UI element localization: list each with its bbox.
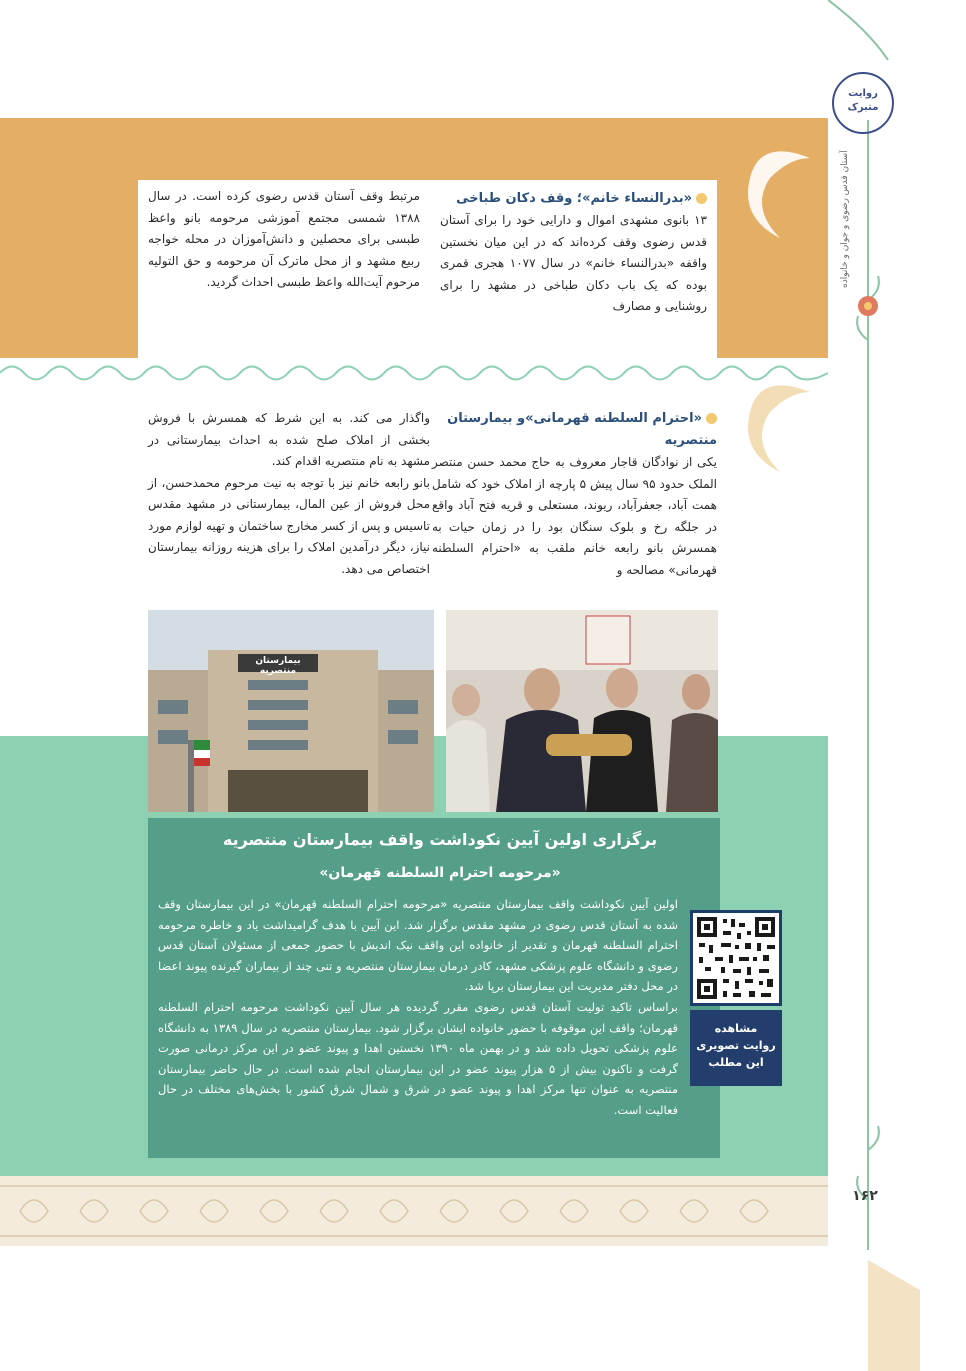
feature-body: [158, 894, 678, 1121]
ceremony-illustration: [446, 610, 718, 812]
feature-paragraph-1: اولین آیین نکوداشت واقف بیمارستان منتصریه «مرحومه احترام السلطنه قهرمان» در این بیمارستان وقف شده به آستان قدس رضوی در مشهد مقدس برگزار شد. این آیین با هدف گرامیداشت یاد و خاطره مرحومه احترام السلطنه قهرمان و تقدیر از خانواده این واقف نیک اندیش با حضور جمعی از مسئولان آستان قدس رضوی و دانشگاه علوم پزشکی مشهد، کادر درمان بیمارستان منتصریه و تنی چند از بیماران گیرنده پیوند اعضا در محل دفتر مدیریت این بیمارستان برپا شد.: [158, 897, 678, 994]
feature-headline: برگزاری اولین آیین نکوداشت واقف بیمارستان منتصریه: [222, 830, 658, 849]
running-title: [840, 150, 860, 350]
feature-paragraph-2: براساس تاکید تولیت آستان قدس رضوی مقرر گردیده هر سال آیین نکوداشت مرحومه احترام السلطنه قهرمان؛ واقف این موقوفه با حضور خانواده ایشان برگزار شود. بیمارستان منتصریه در سال ۱۳۸۹ به دانشگاه علوم پزشکی تحویل داده شد و در بهمن ماه ۱۳۹۰ نخستین اهدا و پیوند عضو در این مرکز درمانی صورت گرفت و تاکنون بیش از ۵ هزار پیوند عضو در این بیمارستان انجام شده است. در حال حاضر بیمارستان منتصریه به عنوان تنها مرکز اهدا و پیوند عضو در شرق و شمال شرق کشور با بخش‌های مختلف در حال فعالیت است.: [158, 999, 678, 1117]
building-illustration: [148, 610, 434, 812]
section2-heading: [432, 408, 717, 452]
running-title-text: آستان قدس رضوی و جوان و خانواده: [840, 150, 850, 288]
qr-code[interactable]: [690, 910, 782, 1006]
ornament-divider-strip: [0, 358, 828, 388]
section1-heading-text: «بدرالنساء خانم»؛ وقف دکان طباخی: [456, 191, 692, 206]
section2-right-column: [432, 408, 717, 581]
bottom-ornament-band: [0, 1176, 828, 1246]
qr-caption[interactable]: [690, 1010, 782, 1086]
ceremony-photo: [446, 610, 718, 812]
qr-caption-line-2: روایت تصویری: [696, 1039, 776, 1052]
feature-subheadline: «مرحومه احترام السلطنه قهرمان»: [319, 865, 561, 881]
page-number: ۱۶۲: [852, 1188, 878, 1204]
qr-code-icon: [693, 913, 779, 1003]
logo-seal: [832, 72, 894, 134]
bullet-dot-icon: [706, 413, 717, 424]
section2-right-text: یکی از نوادگان قاجار معروف به حاج محمد حسن منتصر الملک حدود ۹۵ سال پیش ۵ پارچه از املاک خود که شامل همت آباد، جعفرآباد، ریوند، مستعلی و قریه فتح آباد واقع در جلگه رخ و بلوک سنگان بود را در زمان حیات به همسرش بانو رابعه خانم ملقب به «احترام السلطنه قهرمانی» مصالحه و: [432, 455, 718, 577]
section1-left-text: مرتبط وقف آستان قدس رضوی کرده است. در سال ۱۳۸۸ شمسی مجتمع آموزشی مرحومه بانو واعظ طبسی برای محصلین و دانش‌آموزان در محله خواجه ربیع مشهد و از محل ماترک آن مرحومه و حق التولیه مرحوم آیت‌الله واعظ طبسی احداث گردید.: [148, 189, 420, 289]
logo-text: روایت متبرک: [847, 88, 879, 113]
building-sign-text: بیمارستان منتصریه: [255, 656, 301, 676]
section1-card-right: [430, 180, 717, 358]
qr-caption-line-3: این مطلب: [708, 1056, 764, 1069]
section2-left-text-2: بانو رابعه خانم نیز با توجه به نیت مرحوم محمدحسن، از محل فروش از عین المال، بیمارستانی در مشهد مقدس تاسیس و پس از کسر مخارج ساختمان و تهیه لوازم مورد نیاز، دیگر درآمدین املاک را برای هزینه روزانه بیمارستان اختصاص می دهد.: [148, 475, 430, 576]
section1-heading: [430, 180, 717, 210]
section2-left-text-1: واگذار می کند. به این شرط که همسرش با فروش بخشی از املاک صلح شده به احداث بیمارستانی در مشهد به نام منتصریه اقدام کند.: [148, 411, 430, 468]
hospital-building-photo: [148, 610, 434, 812]
calligraphy-ornament-icon: [720, 138, 820, 248]
section1-right-text: ۱۳ بانوی مشهدی اموال و دارایی خود را برای آستان قدس رضوی وقف کرده‌اند که در این میان نخستین واقفه «بدرالنساء خانم» در سال ۱۰۷۷ هجری قمری بوده که یک باب دکان طباخی در مشهد را برای روشنایی و مصارف: [440, 213, 707, 313]
calligraphy-ornament-icon: [720, 372, 820, 482]
section1-card-left: [138, 180, 430, 358]
bullet-dot-icon: [696, 193, 707, 204]
section2-left-column: [148, 408, 430, 580]
section2-heading-text: «احترام السلطنه قهرمانی»و بیمارستان منتصریه: [447, 411, 717, 448]
qr-caption-line-1: مشاهده: [714, 1022, 758, 1035]
